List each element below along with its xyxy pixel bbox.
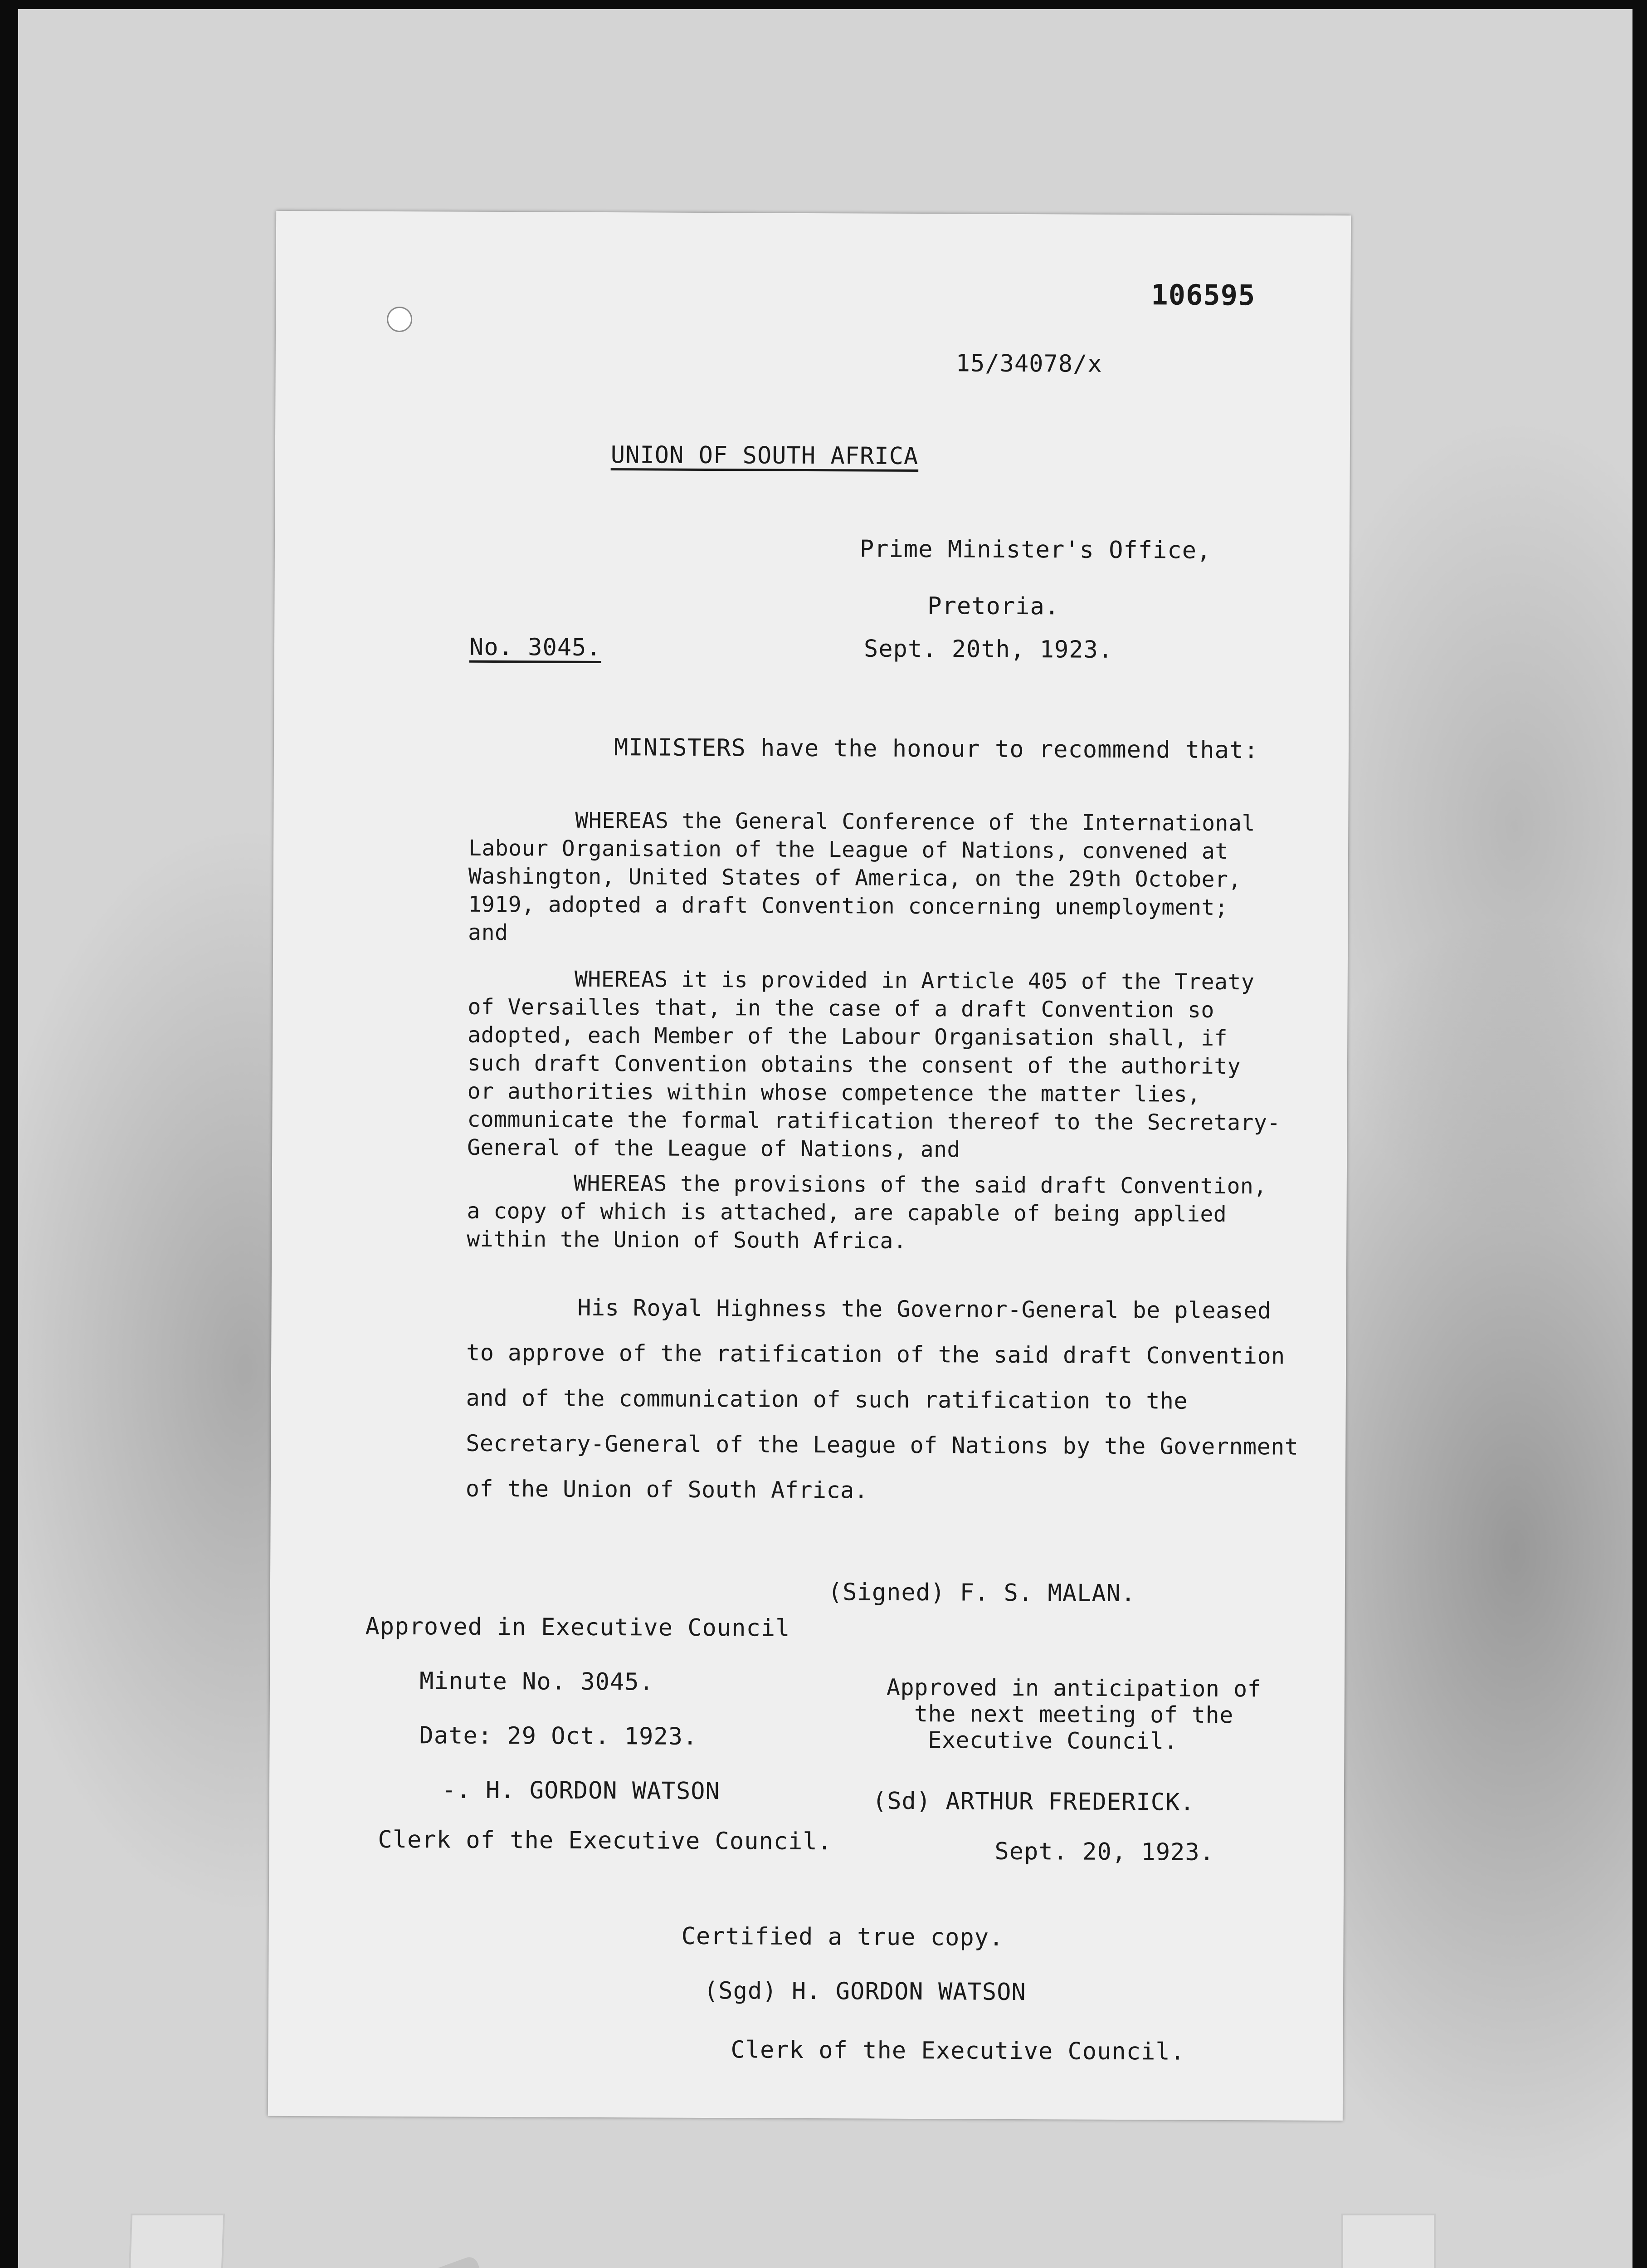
minute-number: Minute No. 3045. <box>419 1667 654 1696</box>
arthur-date: Sept. 20, 1923. <box>994 1838 1215 1866</box>
whereas-paragraph-2: WHEREAS it is provided in Article 405 of the Treaty of Versailles that, in the case of a draft Convention so adopted, each Member of the Labour Organisation shall, if such draft Convention obtains the consent of the authority or authorities within whose competence the matter lies, communicate the formal ratification thereof to the Secretary- General of the League of Nations, and <box>467 966 1281 1163</box>
intro-line: MINISTERS have the honour to recommend that: <box>614 734 1259 764</box>
final-clerk: Clerk of the Executive Council. <box>731 2036 1185 2066</box>
council-signer: -. H. GORDON WATSON <box>441 1776 720 1805</box>
sd-arthur-frederick: (Sd) ARTHUR FREDERICK. <box>872 1787 1195 1816</box>
council-clerk: Clerk of the Executive Council. <box>378 1826 833 1856</box>
whereas-paragraph-1: WHEREAS the General Conference of the International Labour Organisation of the League of Nations, convened at Washington, United States of America, on the 29th October, 1919, adopted a draft Convention concerning unemployment; and <box>468 807 1255 946</box>
anticipation-note: Approved in anticipation of the next meeting of the Executive Council. <box>886 1674 1262 1755</box>
recommendation-paragraph: His Royal Highness the Governor-General be pleased to approve of the ratification of the said draft Convention and of the communication of such ratification to the Secretary-General of the League of Nations by the Government of the Union of South Africa. <box>465 1294 1299 1504</box>
document-page <box>268 211 1351 2121</box>
holder-right-edge <box>1341 2214 1436 2268</box>
certified-copy: Certified a true copy. <box>681 1922 1004 1951</box>
file-reference: 15/34078/x <box>955 350 1102 378</box>
document-heading: UNION OF SOUTH AFRICA <box>610 441 919 470</box>
office-city: Pretoria. <box>927 592 1060 621</box>
punch-hole <box>387 307 412 332</box>
sgd-watson: (Sgd) H. GORDON WATSON <box>703 1977 1026 2006</box>
document-number-stamp: 106595 <box>1151 278 1256 312</box>
whereas-paragraph-3: WHEREAS the provisions of the said draft Convention, a copy of which is attached, are capable of being applied within the Union of South Africa. <box>467 1170 1267 1254</box>
document-number: No. 3045. <box>469 633 601 661</box>
office-name: Prime Minister's Office, <box>859 535 1212 564</box>
document-date: Sept. 20th, 1923. <box>863 635 1113 664</box>
council-date: Date: 29 Oct. 1923. <box>419 1722 698 1750</box>
approved-council: Approved in Executive Council <box>365 1613 790 1642</box>
signed-malan: (Signed) F. S. MALAN. <box>828 1579 1136 1608</box>
